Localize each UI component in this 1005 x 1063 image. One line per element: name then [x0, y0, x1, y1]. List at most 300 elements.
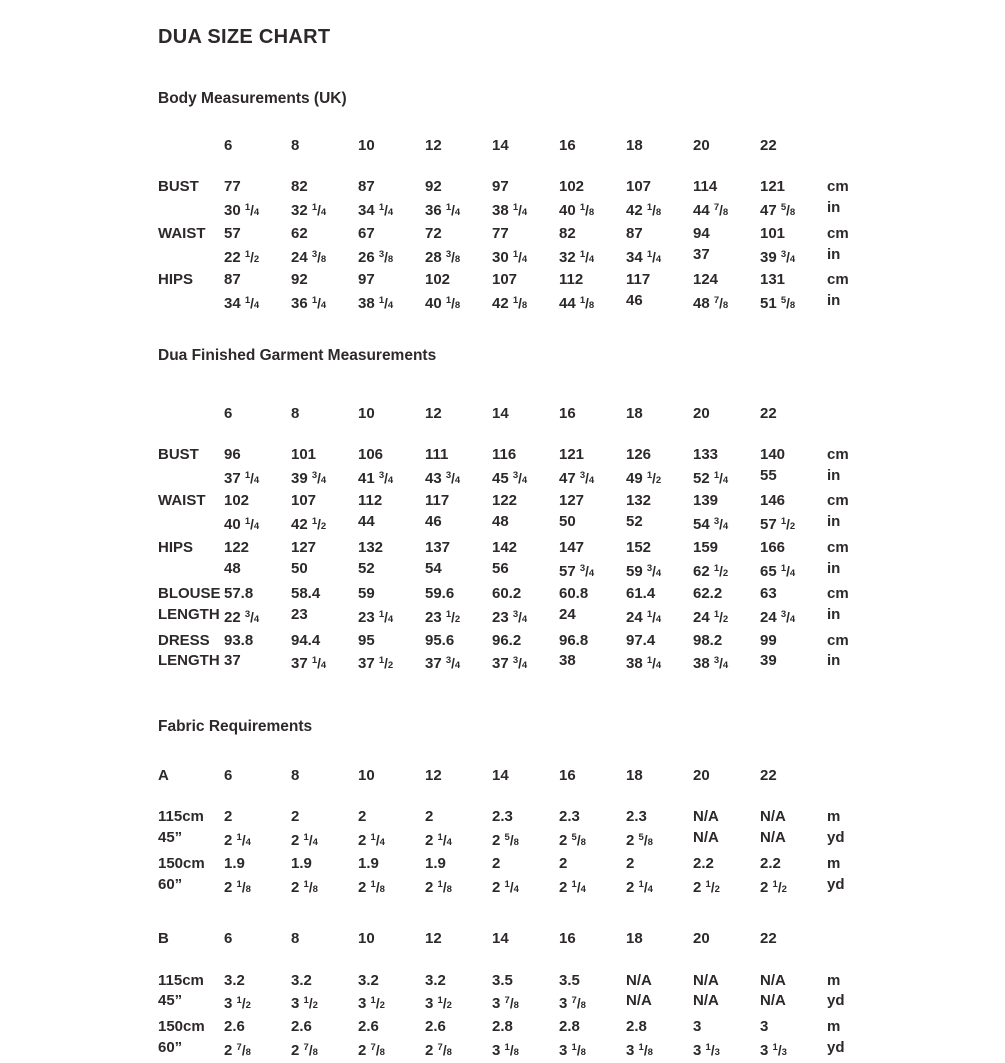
value-cell: 132: [358, 538, 384, 556]
value-cell: 117: [626, 271, 651, 289]
unit-label: yd: [827, 1038, 845, 1056]
unit-label: cm: [827, 178, 849, 196]
row-label: [158, 245, 224, 271]
value-cell: 82: [559, 224, 576, 242]
value-cell: N/A: [693, 829, 719, 847]
value-cell: N/A: [760, 808, 786, 826]
unit-header-cell: [827, 766, 877, 787]
value-cell: 24 $^1$/4: [626, 608, 662, 626]
value-cell: 62 $^1$/2: [693, 562, 729, 580]
value-cell: 2 $^1$/8: [425, 878, 452, 896]
value-cell: 2.2: [760, 854, 781, 872]
value-cell: 24 $^3$/8: [291, 248, 327, 266]
value-cell: 107: [492, 271, 518, 289]
value-cell: 2: [559, 854, 568, 872]
value-cell: 3 $^1$/3: [693, 1041, 720, 1059]
size-header-cell: 6: [224, 930, 233, 948]
value-cell: 67: [358, 224, 375, 242]
size-header-cell: 10: [358, 404, 375, 422]
unit-label: cm: [827, 492, 849, 510]
value-cell: 2 $^5$/8: [559, 832, 586, 850]
value-cell: 1.9: [224, 854, 245, 872]
value-cell: 37: [693, 245, 710, 263]
value-cell: 82: [291, 178, 308, 196]
size-header-cell: 8: [291, 137, 300, 154]
value-cell: 2 $^1$/4: [224, 832, 251, 850]
value-cell: 32 $^1$/4: [559, 248, 595, 266]
value-cell: 48 $^7$/8: [693, 294, 729, 312]
spacer-row: [158, 787, 877, 808]
value-cell: 58.4: [291, 585, 321, 603]
unit-label: yd: [827, 829, 845, 847]
value-cell: 107: [291, 492, 317, 510]
unit-label: in: [827, 513, 841, 531]
size-header-cell: 6: [224, 767, 233, 785]
value-cell: 46: [626, 291, 643, 309]
value-cell: N/A: [693, 992, 719, 1010]
row-label: [158, 466, 224, 492]
value-cell: 2 $^1$/4: [291, 832, 318, 850]
unit-label: m: [827, 1018, 841, 1036]
size-header-cell: 10: [358, 767, 375, 785]
size-header-cell: 20: [693, 137, 710, 154]
value-cell: N/A: [626, 992, 652, 1010]
value-cell: 95.6: [425, 631, 455, 649]
value-cell: 36 $^1$/4: [291, 294, 327, 312]
value-cell: 97: [358, 271, 375, 289]
value-cell: 2: [358, 808, 367, 826]
value-cell: 127: [291, 538, 317, 556]
size-header-cell: 8: [291, 767, 300, 785]
value-cell: 54 $^3$/4: [693, 516, 729, 534]
size-table: [158, 766, 1005, 900]
size-header-cell: 14: [492, 404, 509, 422]
value-cell: 57: [224, 224, 241, 242]
size-header-cell: 16: [559, 930, 576, 948]
value-cell: 63: [760, 585, 777, 603]
size-header-cell: 10: [358, 930, 375, 948]
value-cell: 52: [626, 513, 643, 531]
unit-label: m: [827, 808, 841, 826]
value-cell: 37 $^1$/4: [224, 469, 260, 487]
value-cell: 39 $^3$/4: [760, 248, 796, 266]
unit-label: cm: [827, 271, 849, 289]
value-cell: 30 $^1$/4: [224, 202, 260, 220]
value-cell: 2 $^1$/4: [626, 878, 653, 896]
size-header-cell: 14: [492, 930, 509, 948]
row-label: [158, 198, 224, 224]
value-cell: 3 $^1$/8: [626, 1041, 653, 1059]
value-cell: 57 $^1$/2: [760, 516, 796, 534]
row-label: LENGTH: [158, 652, 220, 670]
unit-label: in: [827, 466, 841, 484]
value-cell: 152: [626, 538, 652, 556]
size-header-cell: 12: [425, 137, 442, 154]
value-cell: 166: [760, 538, 786, 556]
value-cell: 131: [760, 271, 786, 289]
value-cell: 140: [760, 446, 786, 463]
value-cell: 3 $^1$/2: [291, 995, 318, 1013]
value-cell: 37 $^3$/4: [492, 655, 528, 673]
value-cell: 3.5: [492, 971, 513, 989]
size-header-cell: 18: [626, 767, 643, 785]
row-label: DRESS: [158, 631, 210, 649]
unit-label: cm: [827, 224, 849, 242]
page-title: DUA SIZE CHART: [158, 26, 331, 48]
value-cell: 22 $^3$/4: [224, 608, 260, 626]
value-cell: 45 $^3$/4: [492, 469, 528, 487]
value-cell: 3.2: [358, 971, 379, 989]
unit-label: in: [827, 605, 841, 623]
row-label: 60”: [158, 1038, 183, 1056]
value-cell: 40 $^1$/8: [559, 202, 595, 220]
value-cell: 23 $^1$/2: [425, 608, 461, 626]
value-cell: 59 $^3$/4: [626, 562, 662, 580]
value-cell: 97.4: [626, 631, 656, 649]
value-cell: 49 $^1$/2: [626, 469, 662, 487]
value-cell: 142: [492, 538, 518, 556]
value-cell: 48: [492, 513, 509, 531]
value-cell: 77: [224, 178, 241, 196]
spacer-row: [158, 424, 877, 445]
value-cell: 43 $^3$/4: [425, 469, 461, 487]
row-label: 115cm: [158, 971, 204, 989]
value-cell: 2.6: [291, 1018, 312, 1036]
value-cell: 2: [291, 808, 300, 826]
value-cell: 2: [626, 854, 635, 872]
row-label: 45”: [158, 992, 183, 1010]
value-cell: 1.9: [425, 854, 446, 872]
value-cell: 2.8: [559, 1018, 580, 1036]
value-cell: 2 $^1$/4: [559, 878, 586, 896]
value-cell: N/A: [760, 992, 786, 1010]
value-cell: 41 $^3$/4: [358, 469, 394, 487]
size-header-cell: 12: [425, 930, 442, 948]
unit-label: cm: [827, 585, 849, 603]
value-cell: 102: [425, 271, 451, 289]
row-label: 115cm: [158, 808, 204, 826]
value-cell: 2 $^7$/8: [224, 1041, 251, 1059]
value-cell: 2.6: [425, 1018, 446, 1036]
value-cell: 147: [559, 538, 585, 556]
unit-label: m: [827, 854, 841, 872]
unit-label: in: [827, 559, 841, 577]
value-cell: 137: [425, 538, 451, 556]
value-cell: 92: [291, 271, 308, 289]
section-heading: Dua Finished Garment Measurements: [158, 346, 437, 364]
value-cell: 38 $^1$/4: [358, 294, 394, 312]
value-cell: 60.8: [559, 585, 589, 603]
unit-label: in: [827, 291, 841, 309]
unit-label: cm: [827, 446, 849, 463]
unit-label: cm: [827, 538, 849, 556]
value-cell: 37 $^3$/4: [425, 655, 461, 673]
value-cell: 2.2: [693, 854, 714, 872]
value-cell: 65 $^1$/4: [760, 562, 796, 580]
value-cell: 2 $^5$/8: [626, 832, 653, 850]
value-cell: 2 $^1$/2: [693, 878, 720, 896]
value-cell: N/A: [693, 808, 719, 826]
value-cell: 2 $^7$/8: [358, 1041, 385, 1059]
size-header-cell: 18: [626, 404, 643, 422]
value-cell: 106: [358, 446, 384, 463]
value-cell: 111: [425, 446, 449, 463]
value-cell: 47 $^5$/8: [760, 202, 796, 220]
value-cell: 2: [224, 808, 233, 826]
value-cell: 3.2: [291, 971, 312, 989]
value-cell: 132: [626, 492, 652, 510]
value-cell: 3 $^1$/8: [559, 1041, 586, 1059]
table-label: B: [158, 930, 169, 948]
size-header-cell: 8: [291, 404, 300, 422]
table-label: [158, 404, 224, 425]
row-label: 150cm: [158, 1018, 205, 1036]
unit-label: yd: [827, 992, 845, 1010]
value-cell: 59: [358, 585, 375, 603]
size-header-cell: 18: [626, 137, 643, 154]
value-cell: 2 $^1$/8: [358, 878, 385, 896]
value-cell: 47 $^3$/4: [559, 469, 595, 487]
spacer-row: [158, 157, 877, 178]
value-cell: 92: [425, 178, 442, 196]
value-cell: 2 $^5$/8: [492, 832, 519, 850]
value-cell: 2 $^7$/8: [425, 1041, 452, 1059]
spacer-row: [158, 950, 877, 971]
value-cell: 94.4: [291, 631, 321, 649]
value-cell: 24 $^1$/2: [693, 608, 729, 626]
value-cell: 87: [358, 178, 375, 196]
size-header-cell: 10: [358, 137, 375, 154]
value-cell: 107: [626, 178, 652, 196]
value-cell: 2 $^1$/4: [358, 832, 385, 850]
size-header-cell: 14: [492, 137, 509, 154]
size-header-cell: 8: [291, 930, 300, 948]
value-cell: 87: [626, 224, 643, 242]
value-cell: 133: [693, 446, 719, 463]
unit-header-cell: [827, 929, 877, 950]
size-header-cell: 22: [760, 767, 777, 785]
value-cell: 101: [291, 446, 317, 463]
size-header-cell: 20: [693, 767, 710, 785]
unit-label: in: [827, 652, 841, 670]
row-label: WAIST: [158, 224, 206, 242]
value-cell: 2 $^1$/8: [291, 878, 318, 896]
value-cell: 37: [224, 652, 241, 670]
value-cell: 2.3: [626, 808, 647, 826]
value-cell: 59.6: [425, 585, 455, 603]
value-cell: 112: [559, 271, 584, 289]
value-cell: 62: [291, 224, 308, 242]
value-cell: 42 $^1$/2: [291, 516, 327, 534]
value-cell: 50: [291, 559, 308, 577]
value-cell: 122: [224, 538, 250, 556]
size-header-cell: 6: [224, 137, 233, 154]
size-header-cell: 12: [425, 767, 442, 785]
value-cell: 44 $^1$/8: [559, 294, 595, 312]
unit-header-cell: [827, 404, 877, 425]
value-cell: 72: [425, 224, 442, 242]
value-cell: 24: [559, 605, 576, 623]
value-cell: 101: [760, 224, 786, 242]
size-header-cell: 16: [559, 404, 576, 422]
value-cell: 22 $^1$/2: [224, 248, 260, 266]
value-cell: 34 $^1$/4: [626, 248, 662, 266]
value-cell: 56: [492, 559, 509, 577]
value-cell: 3 $^1$/8: [492, 1041, 519, 1059]
value-cell: 32 $^1$/4: [291, 202, 327, 220]
value-cell: 52 $^1$/4: [693, 469, 729, 487]
value-cell: 46: [425, 513, 442, 531]
value-cell: 95: [358, 631, 375, 649]
value-cell: N/A: [626, 971, 652, 989]
value-cell: 3 $^7$/8: [559, 995, 586, 1013]
value-cell: 3 $^7$/8: [492, 995, 519, 1013]
value-cell: 23 $^1$/4: [358, 608, 394, 626]
value-cell: 28 $^3$/8: [425, 248, 461, 266]
value-cell: 124: [693, 271, 719, 289]
value-cell: N/A: [760, 971, 786, 989]
value-cell: 61.4: [626, 585, 656, 603]
size-table: [158, 136, 1005, 317]
value-cell: 40 $^1$/8: [425, 294, 461, 312]
unit-label: yd: [827, 875, 845, 893]
size-header-cell: 12: [425, 404, 442, 422]
value-cell: 97: [492, 178, 509, 196]
value-cell: 102: [224, 492, 250, 510]
value-cell: 3 $^1$/2: [224, 995, 251, 1013]
value-cell: 3 $^1$/2: [358, 995, 385, 1013]
value-cell: 23: [291, 605, 308, 623]
value-cell: N/A: [760, 829, 786, 847]
value-cell: 24 $^3$/4: [760, 608, 796, 626]
document-body: [158, 90, 1005, 1063]
value-cell: 51 $^5$/8: [760, 294, 796, 312]
value-cell: 2.3: [492, 808, 513, 826]
value-cell: 52: [358, 559, 375, 577]
value-cell: 3.5: [559, 971, 580, 989]
size-header-cell: 20: [693, 930, 710, 948]
value-cell: 55: [760, 466, 777, 484]
value-cell: 96: [224, 446, 241, 463]
value-cell: 96.8: [559, 631, 589, 649]
value-cell: 23 $^3$/4: [492, 608, 528, 626]
value-cell: 114: [693, 178, 718, 196]
value-cell: 38 $^1$/4: [492, 202, 528, 220]
value-cell: 96.2: [492, 631, 522, 649]
value-cell: 2.8: [492, 1018, 513, 1036]
row-label: BUST: [158, 446, 199, 463]
size-header-cell: 18: [626, 930, 643, 948]
size-table: [158, 929, 1005, 1063]
row-label: 150cm: [158, 854, 205, 872]
row-label: [158, 512, 224, 538]
size-header-cell: 22: [760, 404, 777, 422]
value-cell: 34 $^1$/4: [224, 294, 260, 312]
value-cell: 38: [559, 652, 576, 670]
row-label: [158, 559, 224, 585]
row-label: HIPS: [158, 538, 194, 556]
table-label: A: [158, 767, 169, 785]
row-label: 45”: [158, 829, 183, 847]
unit-label: m: [827, 971, 841, 989]
value-cell: 36 $^1$/4: [425, 202, 461, 220]
value-cell: 34 $^1$/4: [358, 202, 394, 220]
row-label: BLOUSE: [158, 585, 221, 603]
value-cell: 146: [760, 492, 786, 510]
value-cell: 38 $^3$/4: [693, 655, 729, 673]
value-cell: 2 $^7$/8: [291, 1041, 318, 1059]
value-cell: 2.8: [626, 1018, 647, 1036]
value-cell: 159: [693, 538, 719, 556]
unit-label: in: [827, 245, 841, 263]
value-cell: 60.2: [492, 585, 522, 603]
unit-label: in: [827, 199, 841, 217]
unit-header-cell: [827, 136, 877, 157]
value-cell: 62.2: [693, 585, 723, 603]
row-label: [158, 291, 224, 317]
value-cell: 102: [559, 178, 585, 196]
size-header-cell: 20: [693, 404, 710, 422]
row-label: 60”: [158, 875, 183, 893]
value-cell: 77: [492, 224, 509, 242]
value-cell: 3.2: [224, 971, 245, 989]
section-heading: Fabric Requirements: [158, 718, 313, 736]
value-cell: 3 $^1$/3: [760, 1041, 787, 1059]
value-cell: 93.8: [224, 631, 254, 649]
value-cell: 116: [492, 446, 517, 463]
value-cell: 87: [224, 271, 241, 289]
value-cell: 2: [492, 854, 501, 872]
value-cell: 44 $^7$/8: [693, 202, 729, 220]
value-cell: 40 $^1$/4: [224, 516, 260, 534]
row-label: LENGTH: [158, 605, 220, 623]
value-cell: 98.2: [693, 631, 723, 649]
value-cell: 139: [693, 492, 719, 510]
value-cell: 57.8: [224, 585, 254, 603]
value-cell: 2 $^1$/4: [492, 878, 519, 896]
row-label: BUST: [158, 178, 199, 196]
value-cell: 37 $^1$/4: [291, 655, 327, 673]
value-cell: 38 $^1$/4: [626, 655, 662, 673]
value-cell: 1.9: [358, 854, 379, 872]
value-cell: 26 $^3$/8: [358, 248, 394, 266]
value-cell: 1.9: [291, 854, 312, 872]
size-header-cell: 16: [559, 767, 576, 785]
size-header-cell: 16: [559, 137, 576, 154]
row-label: WAIST: [158, 492, 206, 510]
size-header-cell: 6: [224, 404, 233, 422]
value-cell: 50: [559, 513, 576, 531]
value-cell: 2 $^1$/8: [224, 878, 251, 896]
value-cell: 122: [492, 492, 518, 510]
size-header-cell: 22: [760, 137, 777, 154]
value-cell: 2.6: [358, 1018, 379, 1036]
value-cell: 37 $^1$/2: [358, 655, 394, 673]
size-header-cell: 22: [760, 930, 777, 948]
value-cell: 112: [358, 492, 383, 510]
value-cell: 48: [224, 559, 241, 577]
value-cell: 121: [559, 446, 585, 463]
table-label: [158, 136, 224, 157]
value-cell: 127: [559, 492, 585, 510]
value-cell: 3: [693, 1018, 702, 1036]
value-cell: 54: [425, 559, 442, 577]
section-heading: Body Measurements (UK): [158, 90, 347, 107]
size-header-cell: 14: [492, 767, 509, 785]
unit-label: cm: [827, 631, 849, 649]
value-cell: 117: [425, 492, 450, 510]
value-cell: 42 $^1$/8: [492, 294, 528, 312]
